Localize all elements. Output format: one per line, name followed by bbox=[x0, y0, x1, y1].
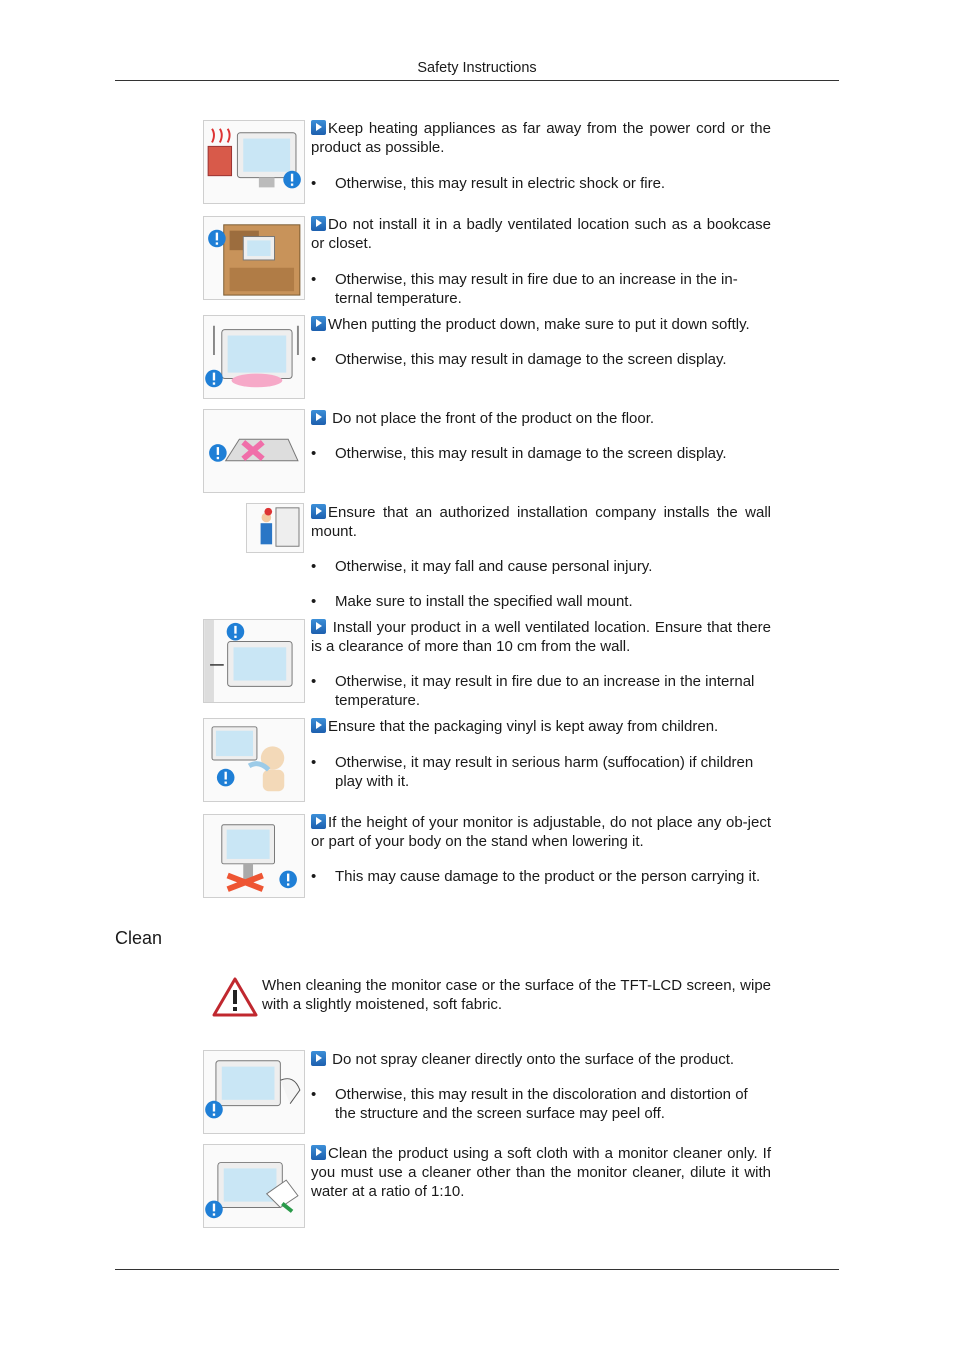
entry-lead: If the height of your monitor is adjustable, do not place any ob-ject or part of your body on the stand when lowering it. bbox=[311, 814, 771, 850]
entry-lead: Keep heating appliances as far away from the power cord or the product as possible. bbox=[311, 120, 771, 156]
entry-6 bbox=[311, 717, 771, 791]
thumb-vinyl bbox=[203, 718, 305, 802]
thumb-wall-mount bbox=[246, 503, 304, 553]
heater-warning-icon bbox=[204, 121, 304, 203]
entry-lead: Clean the product using a soft cloth with a monitor cleaner only. If you must use a cleaner other than the monitor cleaner, dilute it with water at a ratio of 1:10. bbox=[311, 1145, 771, 1200]
page-header-title: Safety Instructions bbox=[417, 60, 537, 76]
bullet-item: • Otherwise, this may result in electric shock or fire. bbox=[311, 175, 666, 192]
entry-lead: Do not place the front of the product on the floor. bbox=[311, 409, 771, 428]
clean-entry-1 bbox=[311, 1144, 771, 1201]
entry-5 bbox=[311, 618, 771, 710]
bullet-item: • Otherwise, it may result in serious harm (suffocation) if children play with it. bbox=[311, 754, 754, 790]
bullet-item: • Make sure to install the specified wall mount. bbox=[311, 593, 633, 610]
put-down-softly-icon bbox=[204, 316, 304, 398]
header-rule bbox=[115, 80, 839, 81]
clean-entry-0 bbox=[311, 1050, 771, 1123]
arrow-icon bbox=[311, 316, 326, 331]
child-vinyl-warning-icon bbox=[204, 719, 304, 801]
entry-lead: When putting the product down, make sure to put it down softly. bbox=[311, 315, 771, 334]
thumb-soft-cloth bbox=[203, 1144, 305, 1228]
entry-2 bbox=[311, 315, 771, 369]
footer-rule bbox=[115, 1269, 839, 1270]
wall-mount-installer-icon bbox=[247, 504, 303, 552]
section-title-clean: Clean bbox=[115, 928, 163, 948]
stand-pinch-warning-icon bbox=[204, 815, 304, 897]
arrow-icon bbox=[311, 718, 326, 733]
bullet-item: • Otherwise, this may result in damage to the screen display. bbox=[311, 351, 727, 368]
no-spray-cleaner-icon bbox=[204, 1051, 304, 1133]
thumb-put-down bbox=[203, 315, 305, 399]
entry-lead: Ensure that the packaging vinyl is kept away from children. bbox=[311, 717, 771, 736]
caution-text: When cleaning the monitor case or the surface of the TFT-LCD screen, wipe with a slightly moistened, soft fabric. bbox=[262, 977, 771, 1013]
arrow-icon bbox=[311, 120, 326, 135]
thumb-bookcase bbox=[203, 216, 305, 300]
bookcase-warning-icon bbox=[204, 217, 304, 299]
arrow-icon bbox=[311, 619, 326, 634]
arrow-icon bbox=[311, 814, 326, 829]
arrow-icon bbox=[311, 410, 326, 425]
thumb-stand bbox=[203, 814, 305, 898]
bullet-item: • Otherwise, it may fall and cause personal injury. bbox=[311, 558, 653, 575]
entry-3 bbox=[311, 409, 771, 463]
thumb-no-spray bbox=[203, 1050, 305, 1134]
bullet-item: • Otherwise, this may result in the discoloration and distortion of the structure and the screen surface may peel off. bbox=[311, 1086, 748, 1122]
bullet-item: • Otherwise, this may result in damage to the screen display. bbox=[311, 445, 727, 462]
entry-lead: Install your product in a well ventilated location. Ensure that there is a clearance of more than 10 cm from the wall. bbox=[311, 619, 771, 655]
face-down-prohibited-icon bbox=[204, 410, 304, 492]
bullet-item: • This may cause damage to the product or the person carrying it. bbox=[311, 868, 761, 885]
caution-icon bbox=[212, 977, 258, 1017]
arrow-icon bbox=[311, 1051, 326, 1066]
bullet-item: • Otherwise, it may result in fire due to an increase in the internal temperature. bbox=[311, 673, 755, 709]
caution-triangle-icon bbox=[212, 977, 258, 1017]
entry-lead: Do not install it in a badly ventilated location such as a bookcase or closet. bbox=[311, 216, 771, 252]
entry-4 bbox=[311, 503, 771, 611]
entry-7 bbox=[311, 813, 771, 886]
wall-clearance-icon bbox=[204, 620, 304, 702]
thumb-heater bbox=[203, 120, 305, 204]
arrow-icon bbox=[311, 216, 326, 231]
thumb-face-down bbox=[203, 409, 305, 493]
arrow-icon bbox=[311, 504, 326, 519]
arrow-icon bbox=[311, 1145, 326, 1160]
entry-1 bbox=[311, 215, 771, 308]
entry-0 bbox=[311, 119, 771, 193]
thumb-ventilation bbox=[203, 619, 305, 703]
soft-cloth-cleaning-icon bbox=[204, 1145, 304, 1227]
entry-lead: Ensure that an authorized installation company installs the wall mount. bbox=[311, 504, 771, 540]
bullet-item: • Otherwise, this may result in fire due to an increase in the in-ternal temperature. bbox=[311, 271, 738, 307]
entry-lead: Do not spray cleaner directly onto the surface of the product. bbox=[311, 1050, 771, 1069]
